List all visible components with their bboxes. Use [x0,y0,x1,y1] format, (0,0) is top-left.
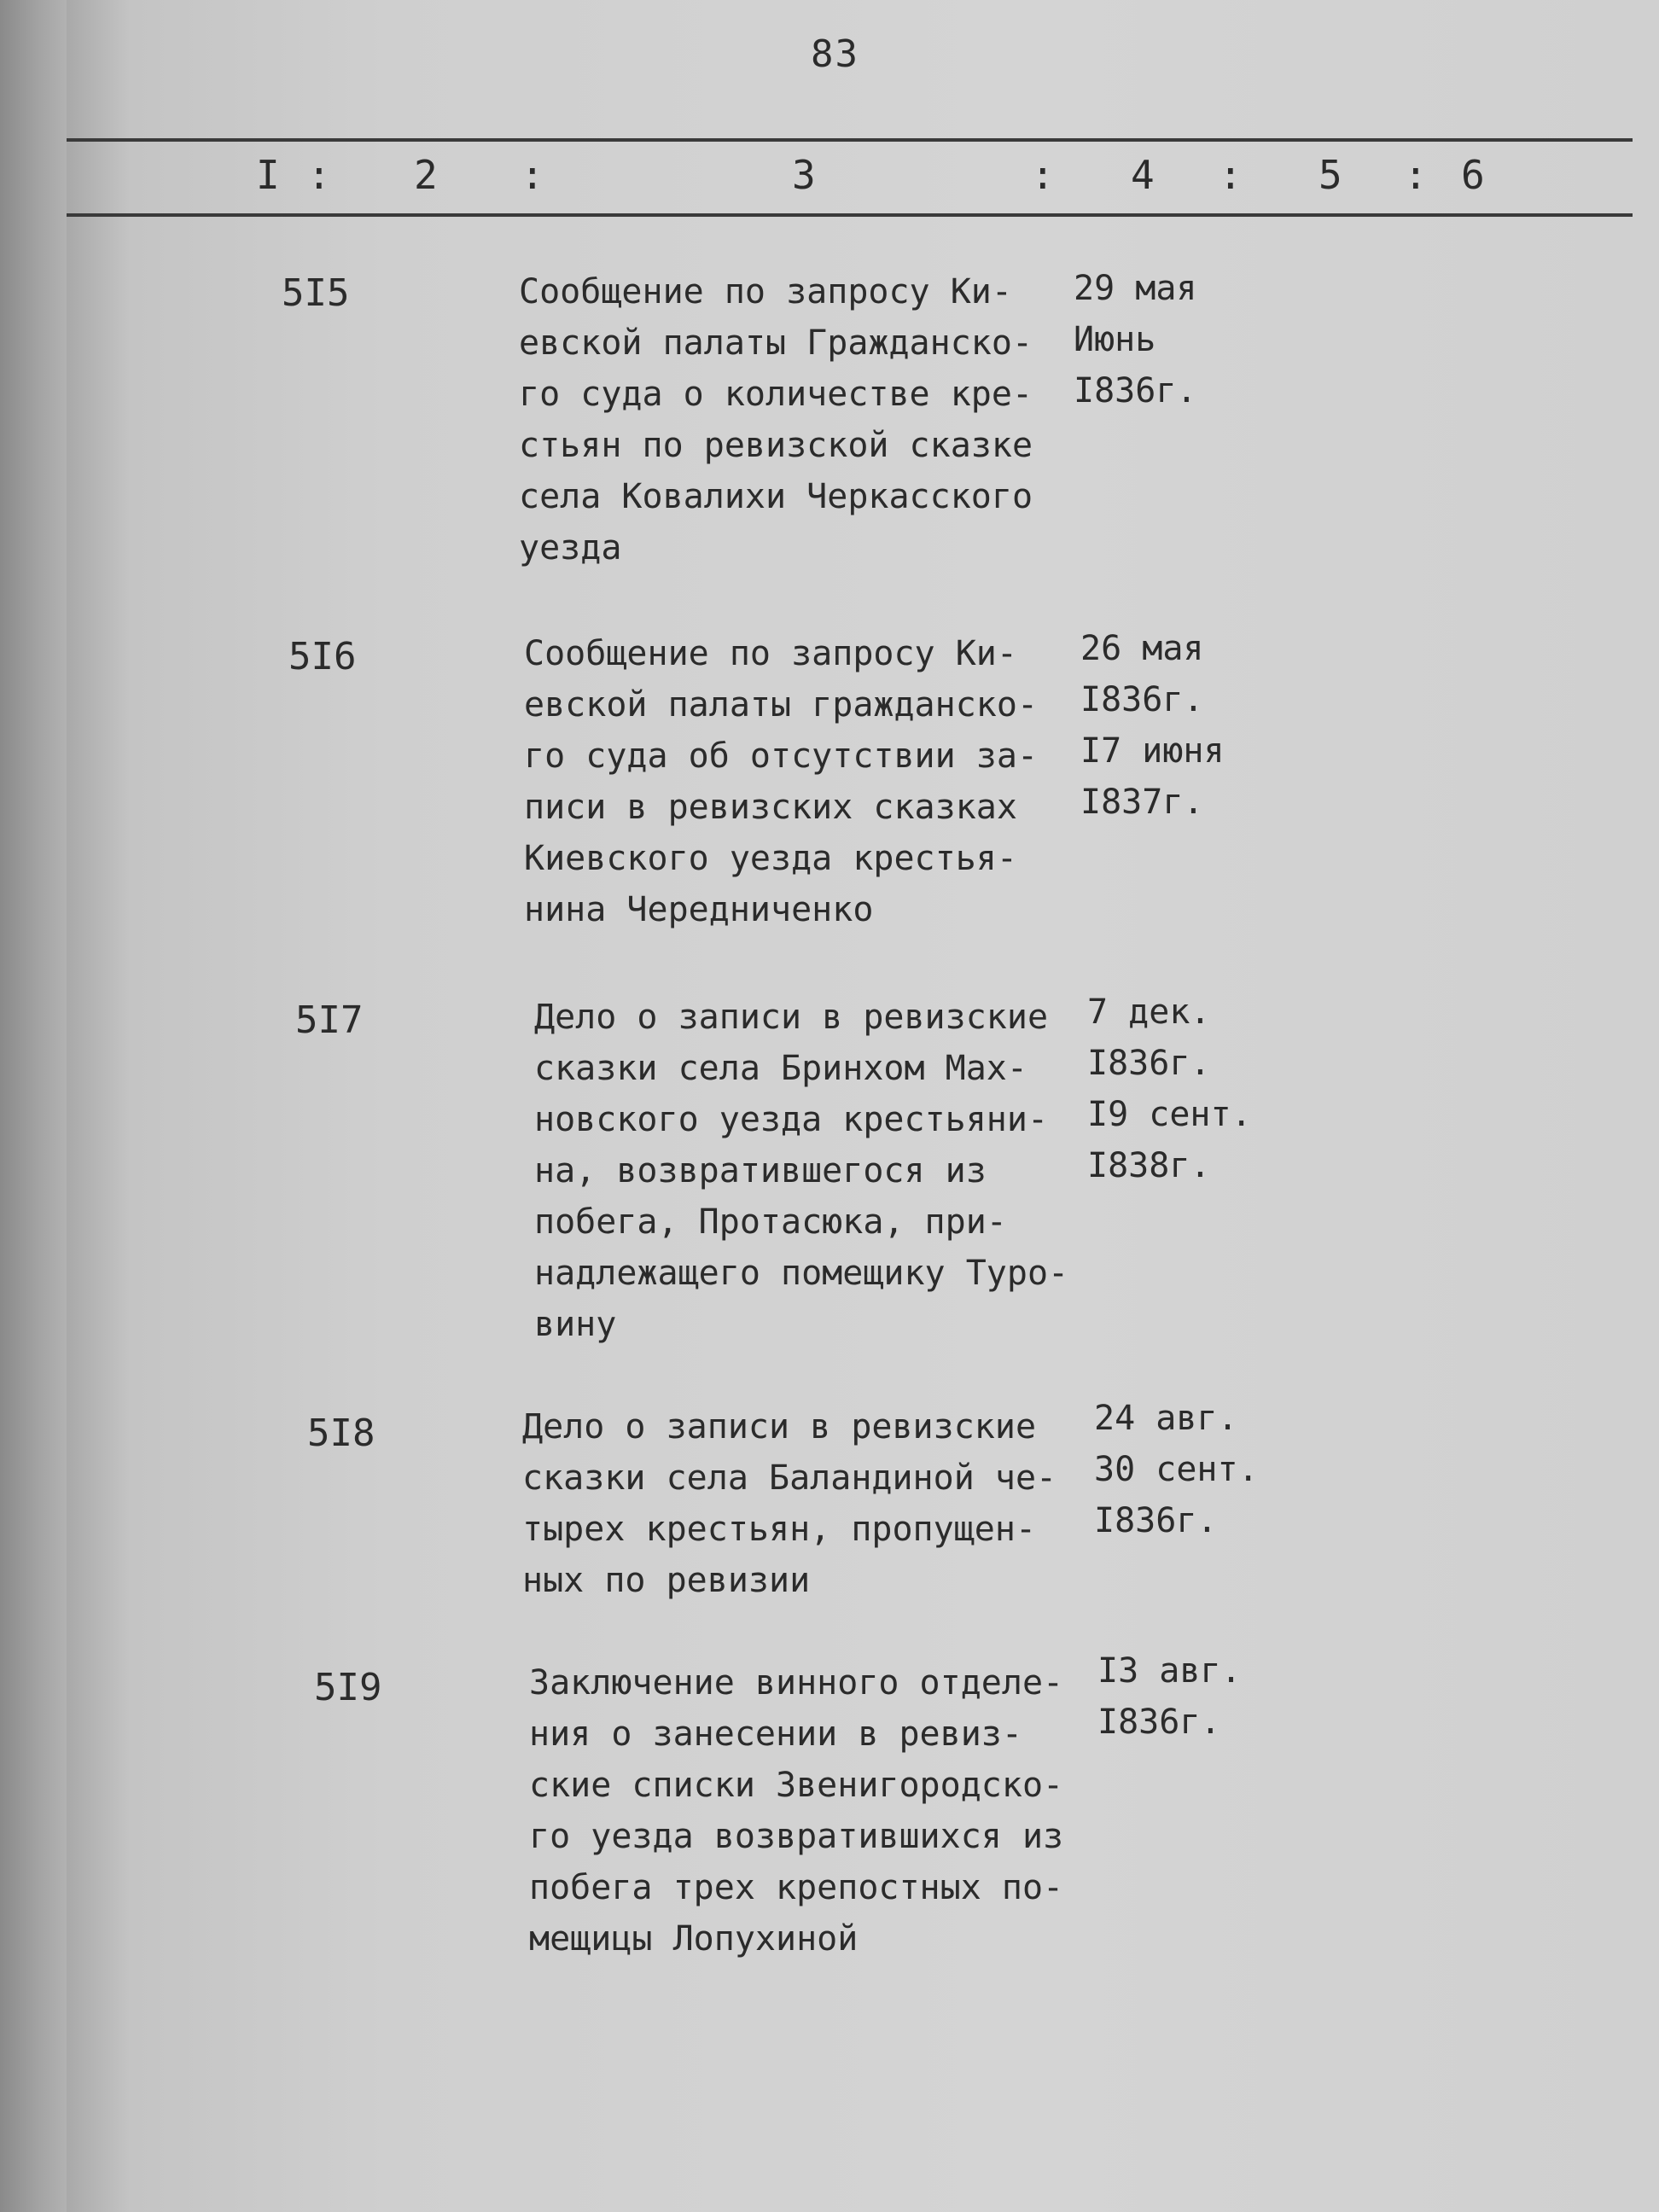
column-header-4: 4 [1131,152,1155,198]
column-separator-3: : [1031,152,1055,198]
column-header-1: I [256,152,280,198]
entry-number: 5I7 [295,998,364,1042]
header-rule-bottom [67,213,1633,217]
entry-description: Сообщение по запросу Ки- евской палаты гражданско- го суда об отсутствии за- писи в ревизских сказках Киевского уезда крестья- нина Чередниченко [524,634,1039,929]
column-separator-5: : [1404,152,1428,198]
entry-dates: 29 мая Июнь I836г. [1074,269,1197,410]
entry-dates: 26 мая I836г. I7 июня I837г. [1080,629,1225,822]
entry-dates: 7 дек. I836г. I9 сент. I838г. [1087,992,1252,1185]
column-header-3: 3 [792,152,816,198]
column-separator-1: : [307,152,331,198]
column-separator-4: : [1219,152,1243,198]
entry-dates: I3 авг. I836г. [1097,1651,1242,1742]
column-header-6: 6 [1461,152,1485,198]
column-header-5: 5 [1318,152,1342,198]
column-separator-2: : [521,152,544,198]
entry-number: 5I9 [314,1666,382,1709]
entry-number: 5I5 [282,271,350,315]
column-header-2: 2 [414,152,438,198]
entry-description: Сообщение по запросу Ки- евской палаты Гражданско- го суда о количестве кре- стьян по ревизской сказке села Ковалихи Черкасского уезда [519,272,1033,568]
entry-number: 5I8 [307,1412,375,1455]
entry-description: Дело о записи в ревизские сказки села Бринхом Мах- новского уезда крестьяни- на, возвратившегося из побега, Протасюка, при- надлежащего помещику Туро- вину [534,998,1069,1344]
page-number: 83 [811,32,859,76]
book-spine-shadow [0,0,67,2212]
entry-description: Дело о записи в ревизские сказки села Баландиной че- тырех крестьян, пропущен- ных по ревизии [522,1407,1057,1600]
header-rule-top [67,138,1633,142]
entry-number: 5I6 [288,635,357,678]
entry-description: Заключение винного отделе- ния о занесении в ревиз- ские списки Звенигородско- го уезда возвратившихся из побега трех крепостных по- мещицы Лопухиной [529,1663,1064,1959]
entry-dates: 24 авг. 30 сент. I836г. [1094,1399,1259,1540]
